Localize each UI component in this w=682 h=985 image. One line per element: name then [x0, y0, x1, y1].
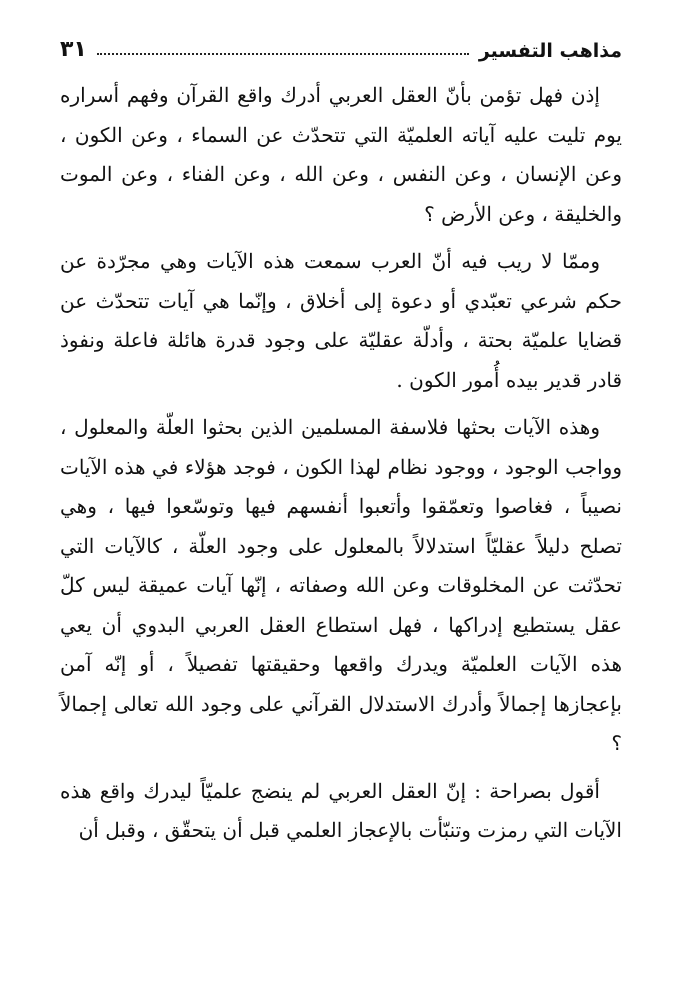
- running-title: مذاهب التفسير: [478, 40, 622, 62]
- running-header: [60, 28, 622, 62]
- paragraph: أقول بصراحة : إنّ العقل العربي لم ينضج علميّاً ليدرك واقع هذه الآيات التي رمزت وتنبّأت بالإعجاز العلمي قبل أن يتحقّق ، وقبل أن: [60, 778, 622, 842]
- paragraph: وهذه الآيات بحثها فلاسفة المسلمين الذين بحثوا العلّة والمعلول ، وواجب الوجود ، ووجود نظام لهذا الكون ، فوجد هؤلاء في هذه الآيات نصيباً ، فغاصوا وتعمّقوا وأتعبوا أنفسهم فيها وتوسّعوا فيها ، وهي تصلح دليلاً عقليّاً استدلالاً بالمعلول على وجود العلّة ، كالآيات التي تحدّثت عن المخلوقات وعن الله وصفاته ، إنّها آيات عميقة ليس كلّ عقل يستطيع إدراكها ، فهل استطاع العقل العربي البدوي أن يعي هذه الآيات العلميّة ويدرك واقعها وحقيقتها تفصيلاً ، أو إنّه آمن بإعجازها إجمالاً وأدرك الاستدلال القرآني على وجود الله تعالى إجمالاً ؟: [60, 415, 623, 755]
- paragraph: إذن فهل تؤمن بأنّ العقل العربي أدرك واقع القرآن وفهم أسراره يوم تليت عليه آياته العلميّة التي تتحدّث عن السماء ، وعن الكون ، وعن الإنسان ، وعن النفس ، وعن الله ، وعن الفناء ، وعن الموت والخليقة ، وعن الأرض ؟: [60, 83, 622, 226]
- paragraph: وممّا لا ريب فيه أنّ العرب سمعت هذه الآيات وهي مجرّدة عن حكم شرعي تعبّدي أو دعوة إلى أخلاق ، وإنّما هي آيات تتحدّث عن قضايا علميّة بحتة ، وأدلّة عقليّة على وجود قدرة هائلة فاعلة ونفوذ قادر قدير بيده أُمور الكون .: [60, 249, 622, 392]
- body-text: [60, 76, 622, 851]
- page-number: ٣١: [60, 37, 87, 62]
- leader-dots: [97, 53, 469, 55]
